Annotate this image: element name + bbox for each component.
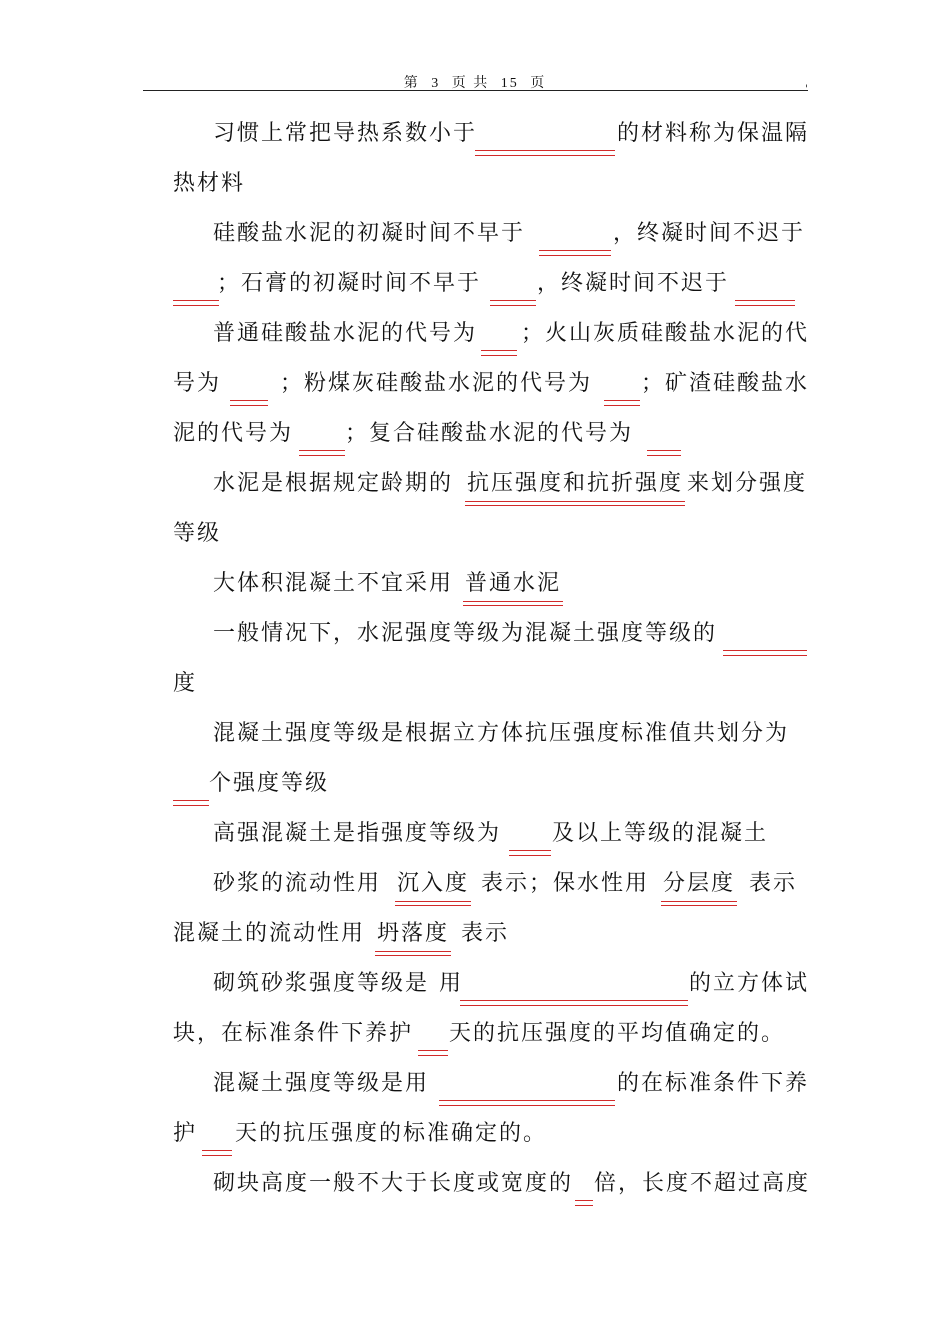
text-segment: 高强混凝土是指强度等级为 [213,821,502,846]
answer-text: 普通水泥 [465,566,561,602]
text-segment: 表示 [461,921,510,946]
answer-underline [375,951,451,956]
text-segment: ；石膏的初凝时间不早于 [217,271,482,296]
fill-blank [539,250,611,256]
text-line [0,466,950,502]
text-line [0,566,950,602]
text-line [0,1066,950,1102]
text-segment: 混凝土的流动性用 [173,921,366,946]
fill-blank [647,450,681,456]
text-segment: 砌块高度一般不大于长度或宽度的 [213,1171,574,1196]
page-label-post: 页 [530,76,547,91]
text-line [0,516,950,552]
text-line [0,266,950,302]
text-segment: ；火山灰质硅酸盐水泥的代 [521,321,810,346]
text-segment: 泥的代号为 [173,421,294,446]
header-rule [143,90,808,91]
text-segment: 混凝土强度等级是用 [213,1071,430,1096]
text-segment: ；复合硅酸盐水泥的代号为 [345,421,634,446]
text-segment: 砌筑砂浆强度等级是 [213,971,430,996]
text-line [0,216,950,252]
text-segment: 热材料 [173,171,246,196]
page-label-mid: 页 共 [451,76,490,91]
answer-underline [465,501,685,506]
text-segment: 号为 [173,371,222,396]
fill-blank [173,300,219,306]
text-segment: 水泥是根据规定龄期的 [213,471,454,496]
text-line [0,1016,950,1052]
fill-blank [173,800,209,806]
fill-blank [575,1200,593,1206]
text-segment: 大体积混凝土不宜采用 [213,571,454,596]
text-segment: 普通硅酸盐水泥的代号为 [213,321,478,346]
text-segment: 的立方体试 [689,971,810,996]
fill-blank [439,1100,615,1106]
answer-underline [463,601,563,606]
text-segment: 硅酸盐水泥的初凝时间不早于 [213,221,526,246]
fill-blank [418,1050,448,1056]
text-segment: ；矿渣硅酸盐水 [641,371,810,396]
text-segment: 及以上等级的混凝土 [552,821,769,846]
page-label-pre: 第 [403,76,420,91]
text-segment: 一般情况下，水泥强度等级为混凝土强度等级的 [213,621,718,646]
answer-text: 坍落度 [377,916,449,952]
fill-blank [475,150,615,156]
text-line [0,866,950,902]
fill-blank [202,1150,232,1156]
text-segment: 天的抗压强度的标准确定的。 [235,1121,548,1146]
text-segment: ，终凝时间不迟于 [537,271,730,296]
text-line [0,366,950,402]
header-mark: ' [805,84,808,95]
text-segment: 等级 [173,521,222,546]
text-line [0,766,950,802]
text-segment: ；粉煤灰硅酸盐水泥的代号为 [280,371,593,396]
text-segment: 天的抗压强度的平均值确定的。 [449,1021,786,1046]
text-line [0,966,950,1002]
fill-blank [230,400,268,406]
text-line [0,716,950,752]
fill-blank [481,350,517,356]
page-total: 15 [500,76,519,91]
text-segment: 用 [439,971,464,996]
text-segment: 度 [173,671,198,696]
text-line [0,916,950,952]
text-line [0,1116,950,1152]
text-line [0,166,950,202]
text-segment: 个强度等级 [209,771,330,796]
text-line [0,416,950,452]
text-line [0,666,950,702]
text-line [0,616,950,652]
answer-text: 分层度 [663,866,735,902]
text-segment: 砂浆的流动性用 [213,871,382,896]
page-number: 3 [431,76,441,91]
text-segment: 护 [173,1121,198,1146]
text-segment: 来划分强度 [687,471,808,496]
fill-blank [604,400,640,406]
text-segment: 表示；保水性用 [481,871,650,896]
fill-blank [735,300,795,306]
text-segment: 习惯上常把导热系数小于 [213,121,478,146]
text-segment: 表示 [749,871,798,896]
answer-text: 抗压强度和抗折强度 [467,466,683,502]
text-segment: 块，在标准条件下养护 [173,1021,414,1046]
text-line [0,816,950,852]
answer-underline [661,901,737,906]
text-line [0,316,950,352]
text-segment: 倍，长度不超过高度 [594,1171,811,1196]
text-line [0,1166,950,1202]
fill-blank [509,850,551,856]
answer-text: 沉入度 [397,866,469,902]
text-segment: ，终凝时间不迟于 [613,221,806,246]
text-segment: 的材料称为保温隔 [617,121,810,146]
answer-underline [395,901,471,906]
text-segment: 的在标准条件下养 [617,1071,810,1096]
fill-blank [723,650,807,656]
fill-blank [490,300,536,306]
fill-blank [460,1000,688,1006]
text-line [0,116,950,152]
text-segment: 混凝土强度等级是根据立方体抗压强度标准值共划分为 [213,721,790,746]
fill-blank [299,450,345,456]
